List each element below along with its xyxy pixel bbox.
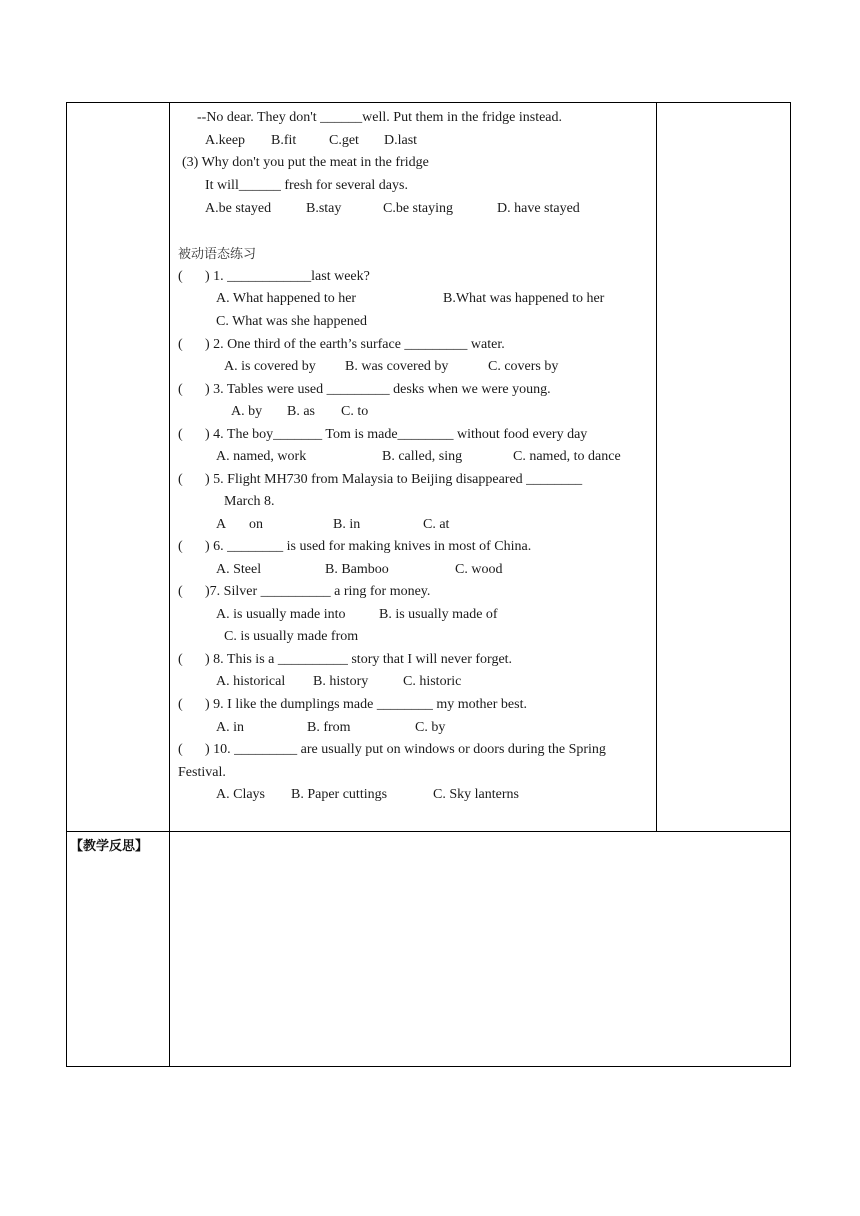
option-a: A. is covered by: [224, 359, 316, 374]
answer-paren: (: [178, 742, 183, 757]
option-a: A. by: [231, 404, 263, 419]
option-a: A.keep: [205, 133, 246, 148]
option-b: B. as: [287, 404, 315, 419]
answer-paren: (: [178, 382, 183, 397]
answer-paren: (: [178, 539, 183, 554]
option-d: D.last: [384, 133, 418, 148]
option-b: B. Paper cuttings: [291, 787, 388, 802]
option-b: B.What was happened to her: [443, 291, 605, 306]
answer-paren: (: [178, 584, 183, 599]
option-c: C. by: [415, 720, 446, 735]
question-text-cont: March 8.: [224, 494, 275, 509]
table-border-bottom: [66, 1066, 791, 1067]
option-c: C. historic: [403, 674, 462, 689]
option-c: C. Sky lanterns: [433, 787, 519, 802]
option-a: A. Clays: [216, 787, 265, 802]
question-text: ) 2. One third of the earth’s surface _________ water.: [205, 337, 505, 352]
table-border-right: [790, 102, 791, 1067]
answer-paren: (: [178, 697, 183, 712]
answer-paren: (: [178, 472, 183, 487]
option-b: B. was covered by: [345, 359, 449, 374]
option-a: A. in: [216, 720, 244, 735]
option-c: C.get: [329, 133, 359, 148]
option-c: C. wood: [455, 562, 503, 577]
option-b: B. called, sing: [382, 449, 463, 464]
question-3: (3) Why don't you put the meat in the fridge: [182, 155, 429, 170]
question-text: ) 6. ________ is used for making knives in most of China.: [205, 539, 532, 554]
option-a: on: [249, 517, 263, 532]
option-c: C. covers by: [488, 359, 559, 374]
section-heading: 被动语态练习: [178, 247, 257, 262]
option-c: C. What was she happened: [216, 314, 367, 329]
question-text: ) 8. This is a __________ story that I will never forget.: [205, 652, 513, 667]
option-c: C. named, to dance: [513, 449, 621, 464]
table-border-left: [66, 102, 67, 1067]
table-divider-left: [169, 102, 170, 1067]
question-text: ) 5. Flight MH730 from Malaysia to Beijing disappeared ________: [205, 472, 583, 487]
option-c: C. is usually made from: [224, 629, 359, 644]
option-b: B. history: [313, 674, 369, 689]
answer-paren: (: [178, 269, 183, 284]
option-b: B.fit: [271, 133, 297, 148]
question-3-stem: It will______ fresh for several days.: [205, 178, 408, 193]
option-b: B. Bamboo: [325, 562, 389, 577]
option-b: B. is usually made of: [379, 607, 498, 622]
question-text: ) 1. ____________last week?: [205, 269, 370, 284]
table-border-middle: [66, 831, 791, 832]
option-c: C.be staying: [383, 201, 453, 216]
option-b: B. from: [307, 720, 351, 735]
option-a-letter: A: [216, 517, 227, 532]
question-text: )7. Silver __________ a ring for money.: [205, 584, 431, 599]
option-b: B.stay: [306, 201, 342, 216]
option-c: C. at: [423, 517, 450, 532]
option-d: D. have stayed: [497, 201, 580, 216]
question-text: ) 3. Tables were used _________ desks when we were young.: [205, 382, 551, 397]
option-b: B. in: [333, 517, 361, 532]
question-text: ) 9. I like the dumplings made ________ my mother best.: [205, 697, 527, 712]
option-a: A. What happened to her: [216, 291, 357, 306]
option-c: C. to: [341, 404, 369, 419]
option-a: A.be stayed: [205, 201, 272, 216]
question-text-cont: Festival.: [178, 765, 226, 780]
dialogue-line: --No dear. They don't ______well. Put them in the fridge instead.: [197, 110, 563, 125]
option-a: A. is usually made into: [216, 607, 346, 622]
table-border-top: [66, 102, 791, 103]
answer-paren: (: [178, 337, 183, 352]
question-text: ) 10. _________ are usually put on windows or doors during the Spring: [205, 742, 606, 757]
answer-paren: (: [178, 652, 183, 667]
option-a: A. named, work: [216, 449, 307, 464]
table-divider-right: [656, 102, 657, 832]
option-a: A. historical: [216, 674, 286, 689]
question-text: ) 4. The boy_______ Tom is made________ without food every day: [205, 427, 588, 442]
answer-paren: (: [178, 427, 183, 442]
reflection-label: 【教学反思】: [70, 839, 149, 854]
option-a: A. Steel: [216, 562, 262, 577]
